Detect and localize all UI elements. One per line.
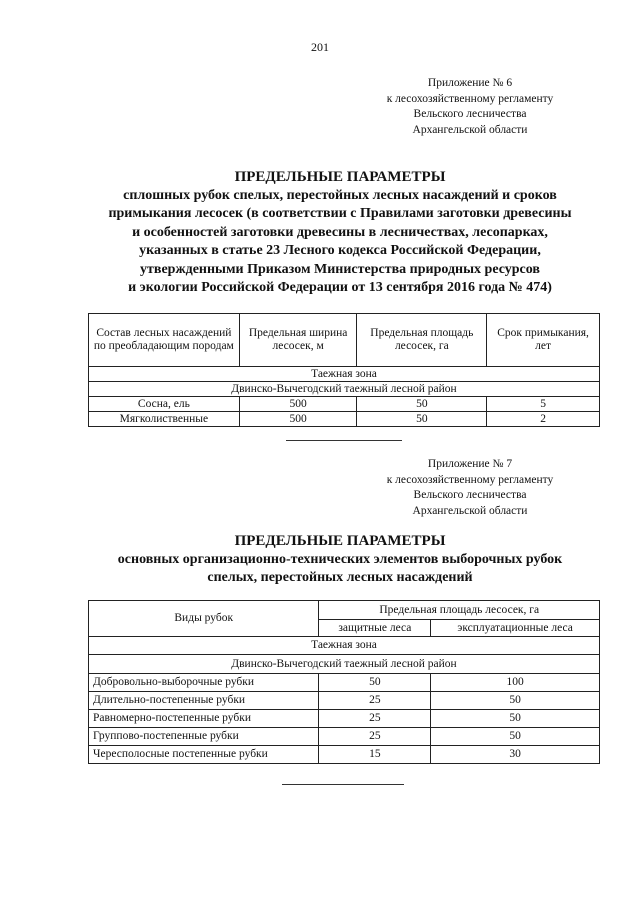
zone-cell: Таежная зона (89, 367, 600, 382)
table-header-cell: Состав лесных насаждений по преобладающим породам (89, 314, 240, 367)
appendix-6-line: Архангельской области (412, 123, 528, 136)
exploitation-value-cell: 100 (431, 674, 600, 692)
exploitation-value-cell: 30 (431, 746, 600, 764)
table-header-cell: Предельная площадь лесосек, га (357, 314, 487, 367)
zone-cell: Таежная зона (89, 637, 600, 655)
species-cell: Сосна, ель (89, 397, 240, 412)
table-7-district-row (89, 655, 600, 674)
table-6-title-line: и экологии Российской Федерации от 13 сентября 2016 года № 474) (128, 280, 552, 295)
table-7-title-line: основных организационно-технических элементов выборочных рубок (117, 551, 563, 567)
table-6-title-line: примыкания лесосек (в соответствии с Правилами заготовки древесины (108, 206, 572, 221)
table-7-title-line: спелых, перестойных лесных насаждений (207, 570, 473, 585)
appendix-7-header (360, 457, 580, 519)
table-row (89, 692, 600, 710)
exploitation-value-cell: 50 (431, 710, 600, 728)
table-header-cell: Срок примыкания, лет (487, 314, 600, 367)
table-row (89, 397, 600, 412)
page-number: 201 (311, 40, 329, 54)
table-6-heading: ПРЕДЕЛЬНЫЕ ПАРАМЕТРЫ (234, 169, 446, 185)
appendix-7-line: Архангельской области (412, 504, 528, 517)
table-6-title-line: сплошных рубок спелых, перестойных лесных насаждений и сроков (123, 187, 557, 203)
cutting-type-cell: Добровольно-выборочные рубки (89, 674, 319, 692)
table-6-title-line: утвержденными Приказом Министерства природных ресурсов (140, 261, 540, 277)
protective-value-cell: 25 (319, 710, 431, 728)
width-cell: 500 (239, 397, 357, 412)
cutting-type-cell: Равномерно-постепенные рубки (89, 710, 319, 728)
appendix-6-header (360, 76, 580, 138)
district-cell: Двинско-Вычегодский таежный лесной район (89, 382, 600, 397)
area-cell: 50 (357, 412, 487, 427)
cutting-type-cell: Чересполосные постепенные рубки (89, 746, 319, 764)
table-6 (88, 313, 600, 427)
table-row (89, 412, 600, 427)
appendix-7-line: Приложение № 7 (427, 458, 513, 470)
appendix-7-line: к лесохозяйственному регламенту (386, 473, 554, 486)
table-header-cell: эксплуатационные леса (431, 620, 600, 637)
term-cell: 5 (487, 397, 600, 412)
table-7-header-row (89, 601, 600, 620)
table-header-cell: Предельная площадь лесосек, га (319, 601, 600, 620)
district-cell: Двинско-Вычегодский таежный лесной район (89, 655, 600, 674)
table-7-zone-row (89, 637, 600, 655)
species-cell: Мягколиственные (89, 412, 240, 427)
table-6-header-row (89, 314, 600, 367)
table-6-title (60, 168, 620, 298)
table-row (89, 728, 600, 746)
exploitation-value-cell: 50 (431, 728, 600, 746)
table-header-cell: защитные леса (319, 620, 431, 637)
table-7-title (60, 532, 620, 588)
area-cell: 50 (357, 397, 487, 412)
cutting-type-cell: Длительно-постепенные рубки (89, 692, 319, 710)
table-6-title-line: указанных в статье 23 Лесного кодекса Российской Федерации, (139, 243, 541, 258)
cutting-type-cell: Группово-постепенные рубки (89, 728, 319, 746)
exploitation-value-cell: 50 (431, 692, 600, 710)
protective-value-cell: 50 (319, 674, 431, 692)
table-row (89, 674, 600, 692)
table-header-cell: Предельная ширина лесосек, м (239, 314, 357, 367)
section-divider (286, 440, 402, 441)
protective-value-cell: 15 (319, 746, 431, 764)
appendix-6-line: к лесохозяйственному регламенту (386, 92, 554, 105)
table-6-district-row (89, 382, 600, 397)
table-row (89, 710, 600, 728)
appendix-7-line: Вельского лесничества (413, 489, 527, 501)
table-6-title-line: и особенностей заготовки древесины в лесничествах, лесопарках, (132, 224, 548, 240)
section-divider (282, 784, 404, 785)
width-cell: 500 (239, 412, 357, 427)
table-row (89, 746, 600, 764)
table-header-cell: Виды рубок (89, 601, 319, 637)
protective-value-cell: 25 (319, 728, 431, 746)
term-cell: 2 (487, 412, 600, 427)
appendix-6-line: Приложение № 6 (427, 77, 513, 89)
appendix-6-line: Вельского лесничества (413, 108, 527, 120)
table-6-zone-row (89, 367, 600, 382)
table-7-heading: ПРЕДЕЛЬНЫЕ ПАРАМЕТРЫ (234, 533, 446, 549)
table-7 (88, 600, 600, 764)
protective-value-cell: 25 (319, 692, 431, 710)
